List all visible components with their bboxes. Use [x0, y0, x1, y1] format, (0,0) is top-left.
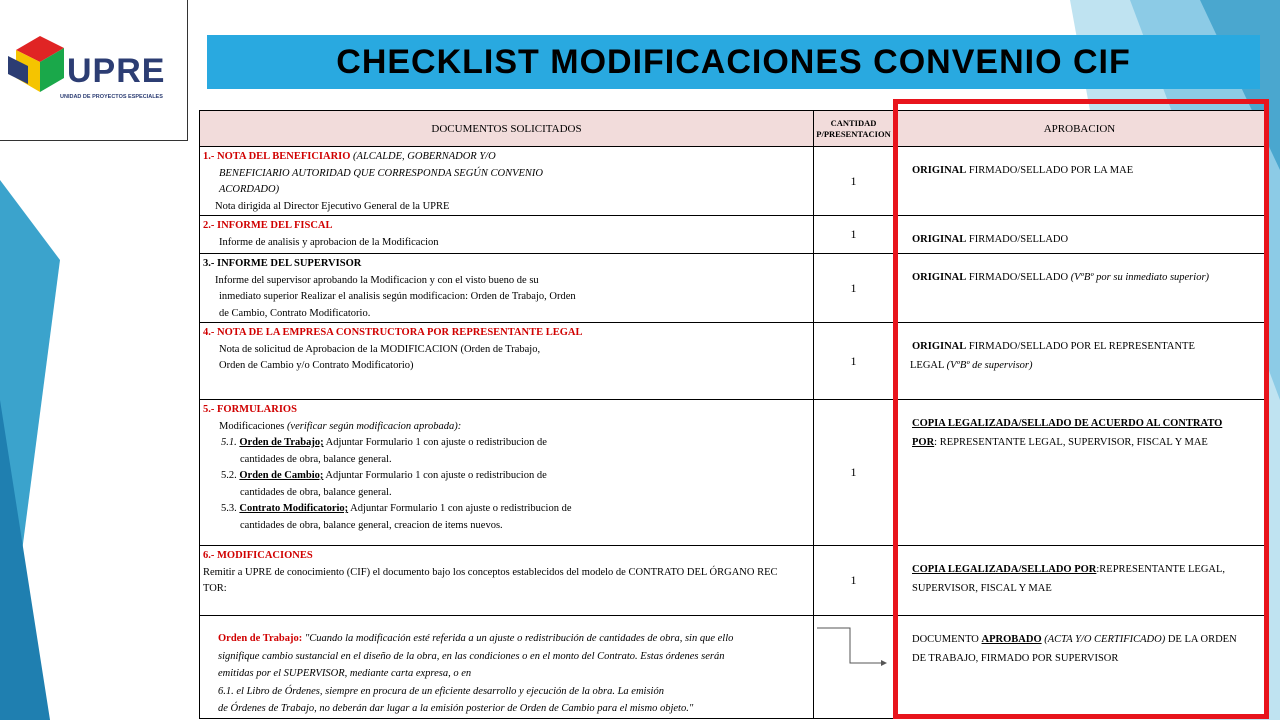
quantity-cell: 1: [814, 323, 894, 400]
doc-cell: [200, 147, 814, 216]
form-item-cont: cantidades de obra, balance general.: [240, 453, 392, 465]
row-intro-italic: (verificar según modificacion aprobada):: [286, 420, 462, 432]
approval-text: FIRMADO/SELLADO POR EL REPRESENTANTE: [966, 341, 1195, 352]
row-title-note: (ALCALDE, GOBERNADOR Y/O: [353, 151, 496, 162]
approval-italic: (VºBº de supervisor): [946, 360, 1033, 371]
approval-text: DE LA ORDEN: [1165, 634, 1237, 645]
approval-bold: ORIGINAL: [912, 341, 967, 352]
approval-text-2: DE TRABAJO, FIRMADO POR SUPERVISOR: [912, 653, 1119, 664]
doc-cell: [200, 323, 814, 400]
form-item: 5.2. Orden de Cambio; Adjuntar Formulario 1 con ajuste o redistribucion de: [221, 470, 547, 481]
approval-text: : REPRESENTANTE LEGAL, SUPERVISOR, FISCAL Y MAE: [934, 437, 1208, 448]
arrow-right-icon: [815, 625, 890, 667]
approval-cell: [894, 216, 1266, 254]
upre-cube-icon: [6, 30, 70, 100]
row-title: 4.- NOTA DE LA EMPRESA CONSTRUCTORA POR REPRESENTANTE LEGAL: [203, 327, 583, 338]
form-item-name: Contrato Modificatorio;: [239, 503, 349, 514]
approval-cell: [894, 147, 1266, 216]
row-italic-line: emitidas por el SUPERVISOR, mediante carta expresa, o en: [218, 668, 472, 679]
row-title: 5.- FORMULARIOS: [203, 404, 297, 415]
form-item-cont: cantidades de obra, balance general, creacion de items nuevos.: [240, 519, 503, 531]
doc-cell: [200, 216, 814, 254]
approval-cell: [894, 323, 1266, 400]
approval-text-2: LEGAL: [910, 360, 947, 371]
approval-bold: ORIGINAL: [912, 165, 967, 176]
quantity-cell: 1: [814, 216, 894, 254]
row-desc-line: TOR:: [203, 583, 227, 594]
approval-cell: [894, 546, 1266, 616]
table-row: [200, 400, 1266, 546]
row-italic-line: "Cuando la modificación esté referida a un ajuste o redistribución de cantidades de obra, sin que ello: [302, 633, 734, 644]
quantity-cell: 1: [814, 400, 894, 546]
table-header-row: [200, 111, 1266, 147]
row-desc-line: inmediato superior Realizar el analisis según modificacion: Orden de Trabajo, Orden: [219, 291, 576, 302]
approval-text: :REPRESENTANTE LEGAL,: [1096, 564, 1226, 575]
quantity-cell: 1: [814, 147, 894, 216]
form-item-name: Orden de Cambio;: [239, 470, 324, 481]
approval-text: FIRMADO/SELLADO: [966, 272, 1071, 283]
row-title: Orden de Trabajo:: [218, 633, 303, 644]
approval-bold-2: POR: [912, 437, 935, 448]
approval-bold: COPIA LEGALIZADA/SELLADO DE ACUERDO AL CONTRATO: [912, 418, 1223, 429]
row-title: 6.- MODIFICACIONES: [203, 550, 313, 561]
approval-bold: ORIGINAL: [912, 234, 967, 245]
approval-text-2: SUPERVISOR, FISCAL Y MAE: [912, 583, 1052, 594]
approval-text: FIRMADO/SELLADO: [966, 234, 1069, 245]
table-row: [200, 254, 1266, 323]
approval-cell: [894, 254, 1266, 323]
table-row: [200, 216, 1266, 254]
table-row: [200, 546, 1266, 616]
row-italic-line: 6.1. el Libro de Órdenes, siempre en procura de un eficiente desarrollo y ejecución de la obra. La emisión: [218, 685, 664, 697]
table-row: [200, 616, 1266, 719]
form-item-cont: cantidades de obra, balance general.: [240, 486, 392, 498]
page-title: CHECKLIST MODIFICACIONES CONVENIO CIF: [336, 42, 1131, 81]
row-desc-line: Nota de solicitud de Aprobacion de la MODIFICACION (Orden de Trabajo,: [219, 343, 541, 355]
row-desc-line: de Cambio, Contrato Modificatorio.: [219, 307, 371, 319]
doc-cell: [200, 254, 814, 323]
quantity-cell: 1: [814, 546, 894, 616]
form-item: 5.1. Orden de Trabajo; Adjuntar Formulario 1 con ajuste o redistribucion de: [221, 437, 547, 448]
row-desc: Informe de analisis y aprobacion de la Modificacion: [219, 236, 439, 248]
quantity-cell: 1: [814, 254, 894, 323]
header-quantity: CANTIDAD P/PRESENTACION: [814, 111, 894, 147]
doc-cell: [200, 546, 814, 616]
approval-text: FIRMADO/SELLADO POR LA MAE: [966, 165, 1134, 176]
title-banner: [207, 35, 1260, 89]
approval-italic: (VºBº por su inmediato superior): [1070, 272, 1210, 283]
approval-bold: COPIA LEGALIZADA/SELLADO POR: [912, 564, 1097, 575]
row-title: 3.- INFORME DEL SUPERVISOR: [203, 258, 362, 269]
row-intro: Modificaciones: [219, 420, 287, 432]
approval-pre: DOCUMENTO: [912, 634, 982, 645]
checklist-table: [199, 110, 1266, 719]
header-approval: APROBACION: [894, 111, 1266, 147]
table-row: [200, 323, 1266, 400]
approval-bold: APROBADO: [981, 634, 1042, 645]
doc-cell: [200, 400, 814, 546]
row-title: 2.- INFORME DEL FISCAL: [203, 220, 333, 231]
logo: [0, 0, 188, 141]
table-row: [200, 147, 1266, 216]
form-item: 5.3. Contrato Modificatorio; Adjuntar Formulario 1 con ajuste o redistribucion de: [221, 503, 572, 514]
row-note-line: BENEFICIARIO AUTORIDAD QUE CORRESPONDA SEGÚN CONVENIO: [219, 167, 544, 179]
approval-italic: (ACTA Y/O CERTIFICADO): [1041, 634, 1166, 645]
row-desc: Nota dirigida al Director Ejecutivo General de la UPRE: [215, 200, 450, 212]
form-item-name: Orden de Trabajo;: [239, 437, 324, 448]
logo-subtitle: UNIDAD DE PROYECTOS ESPECIALES: [60, 94, 163, 100]
row-desc-line: Orden de Cambio y/o Contrato Modificatorio): [219, 360, 414, 371]
approval-cell: [894, 400, 1266, 546]
doc-cell: [200, 616, 814, 719]
approval-cell: [894, 616, 1266, 719]
logo-name: UPRE: [67, 52, 166, 90]
approval-bold: ORIGINAL: [912, 272, 967, 283]
row-title: 1.- NOTA DEL BENEFICIARIO: [203, 151, 351, 162]
row-italic-line: de Órdenes de Trabajo, no deberán dar lugar a la emisión posterior de Orden de Cambio para el mismo objeto.": [218, 703, 694, 714]
row-desc-line: Remitir a UPRE de conocimiento (CIF) el documento bajo los conceptos establecidos del modelo de CONTRATO DEL ÓRGANO REC: [203, 566, 778, 578]
header-documents: DOCUMENTOS SOLICITADOS: [200, 111, 814, 147]
row-desc-line: Informe del supervisor aprobando la Modificacion y con el visto bueno de su: [215, 274, 539, 286]
row-note-line: ACORDADO): [219, 184, 280, 195]
row-italic-line: signifique cambio sustancial en el diseño de la obra, en las condiciones o en el monto del Contrato. Estas órdenes serán: [218, 650, 725, 662]
